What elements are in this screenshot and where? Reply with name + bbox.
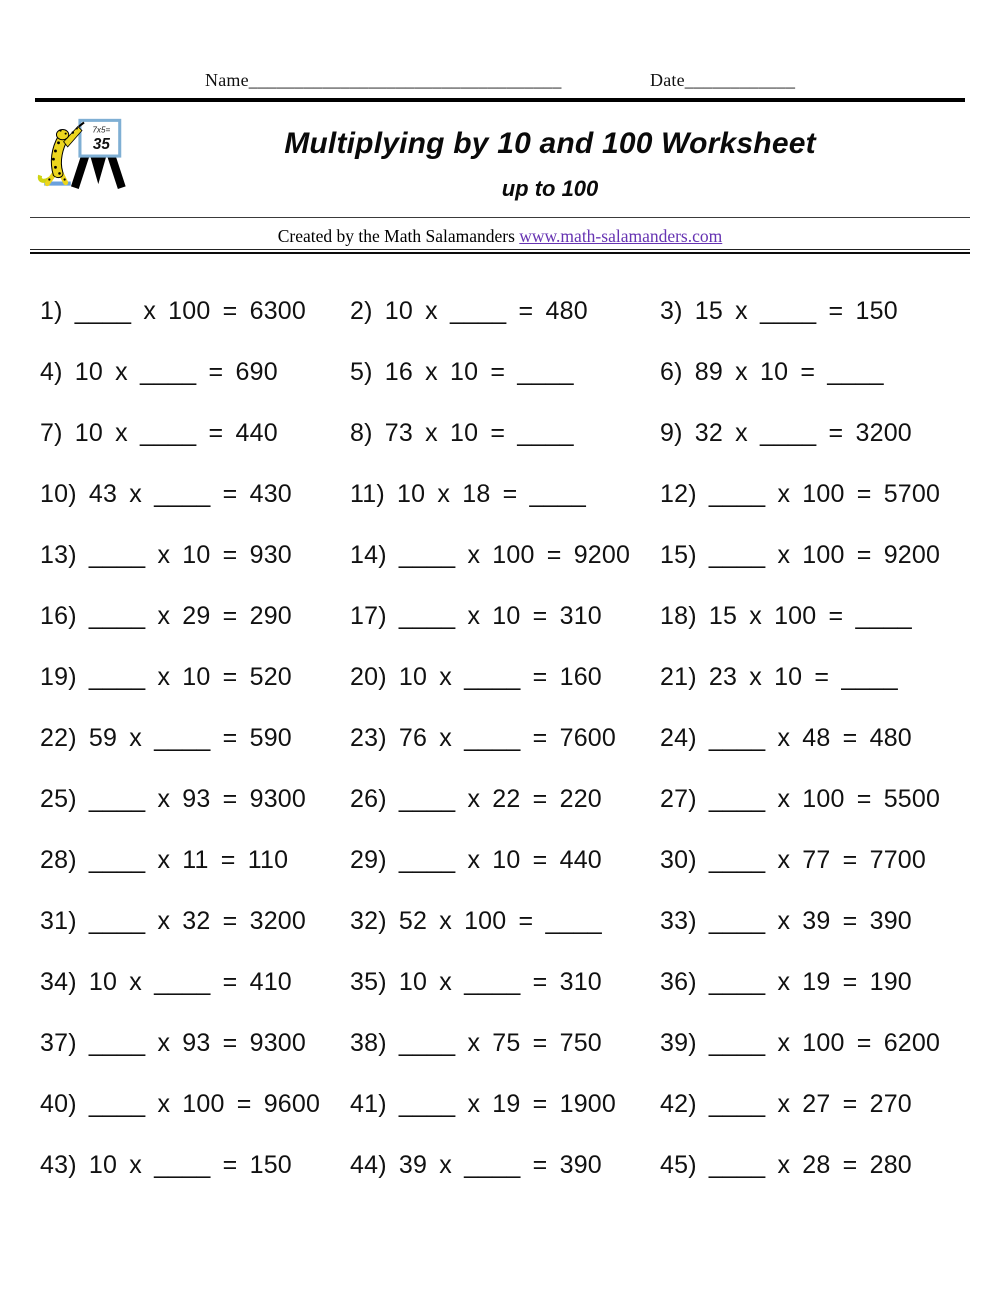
problem-12: 12) ____ x 100 = 5700 bbox=[660, 480, 941, 508]
problem-24: 24) ____ x 48 = 480 bbox=[660, 724, 912, 752]
date-label: Date bbox=[650, 70, 685, 90]
problem-13: 13) ____ x 10 = 930 bbox=[40, 541, 292, 569]
problem-11: 11) 10 x 18 = ____ bbox=[350, 480, 586, 508]
date-blank-line: ____________ bbox=[684, 70, 796, 90]
byline-divider bbox=[30, 249, 970, 254]
problem-43: 43) 10 x ____ = 150 bbox=[40, 1151, 292, 1179]
whiteboard-text-top: 7x5= bbox=[92, 125, 111, 135]
problem-17: 17) ____ x 10 = 310 bbox=[350, 602, 602, 630]
whiteboard-text-bottom: 35 bbox=[92, 135, 110, 153]
problem-30: 30) ____ x 77 = 7700 bbox=[660, 846, 926, 874]
problem-5: 5) 16 x 10 = ____ bbox=[350, 358, 574, 386]
problem-15: 15) ____ x 100 = 9200 bbox=[660, 541, 941, 569]
date-field bbox=[650, 70, 795, 91]
problem-35: 35) 10 x ____ = 310 bbox=[350, 968, 602, 996]
title-divider bbox=[30, 217, 970, 218]
problem-27: 27) ____ x 100 = 5500 bbox=[660, 785, 941, 813]
problem-33: 33) ____ x 39 = 390 bbox=[660, 907, 912, 935]
problem-23: 23) 76 x ____ = 7600 bbox=[350, 724, 616, 752]
problem-28: 28) ____ x 11 = 110 bbox=[40, 846, 289, 874]
problem-21: 21) 23 x 10 = ____ bbox=[660, 663, 898, 691]
problem-4: 4) 10 x ____ = 690 bbox=[40, 358, 278, 386]
page-subtitle: up to 100 bbox=[501, 176, 599, 201]
problem-40: 40) ____ x 100 = 9600 bbox=[40, 1090, 321, 1118]
problem-6: 6) 89 x 10 = ____ bbox=[660, 358, 884, 386]
problem-22: 22) 59 x ____ = 590 bbox=[40, 724, 292, 752]
problem-2: 2) 10 x ____ = 480 bbox=[350, 297, 588, 325]
problem-36: 36) ____ x 19 = 190 bbox=[660, 968, 912, 996]
problem-16: 16) ____ x 29 = 290 bbox=[40, 602, 292, 630]
problem-41: 41) ____ x 19 = 1900 bbox=[350, 1090, 616, 1118]
problem-39: 39) ____ x 100 = 6200 bbox=[660, 1029, 941, 1057]
problem-38: 38) ____ x 75 = 750 bbox=[350, 1029, 602, 1057]
problem-25: 25) ____ x 93 = 9300 bbox=[40, 785, 306, 813]
problem-1: 1) ____ x 100 = 6300 bbox=[40, 297, 306, 325]
name-field bbox=[205, 70, 562, 91]
byline bbox=[0, 226, 1000, 247]
problem-34: 34) 10 x ____ = 410 bbox=[40, 968, 292, 996]
problem-31: 31) ____ x 32 = 3200 bbox=[40, 907, 306, 935]
problem-18: 18) 15 x 100 = ____ bbox=[660, 602, 912, 630]
problem-3: 3) 15 x ____ = 150 bbox=[660, 297, 898, 325]
problem-19: 19) ____ x 10 = 520 bbox=[40, 663, 292, 691]
problem-45: 45) ____ x 28 = 280 bbox=[660, 1151, 912, 1179]
problem-42: 42) ____ x 27 = 270 bbox=[660, 1090, 912, 1118]
problem-10: 10) 43 x ____ = 430 bbox=[40, 480, 292, 508]
problem-26: 26) ____ x 22 = 220 bbox=[350, 785, 602, 813]
problem-14: 14) ____ x 100 = 9200 bbox=[350, 541, 631, 569]
site-link[interactable]: www.math-salamanders.com bbox=[519, 226, 723, 246]
name-label: Name bbox=[205, 70, 249, 90]
header-divider bbox=[35, 98, 965, 102]
problem-7: 7) 10 x ____ = 440 bbox=[40, 419, 278, 447]
problem-37: 37) ____ x 93 = 9300 bbox=[40, 1029, 306, 1057]
problems-grid bbox=[0, 281, 1000, 1196]
problem-44: 44) 39 x ____ = 390 bbox=[350, 1151, 602, 1179]
page-title: Multiplying by 10 and 100 Worksheet bbox=[284, 127, 816, 160]
problem-29: 29) ____ x 10 = 440 bbox=[350, 846, 602, 874]
problem-9: 9) 32 x ____ = 3200 bbox=[660, 419, 912, 447]
problem-32: 32) 52 x 100 = ____ bbox=[350, 907, 602, 935]
problem-8: 8) 73 x 10 = ____ bbox=[350, 419, 574, 447]
name-blank-line: __________________________________ bbox=[248, 70, 562, 90]
problem-20: 20) 10 x ____ = 160 bbox=[350, 663, 602, 691]
byline-text: Created by the Math Salamanders bbox=[277, 226, 520, 246]
